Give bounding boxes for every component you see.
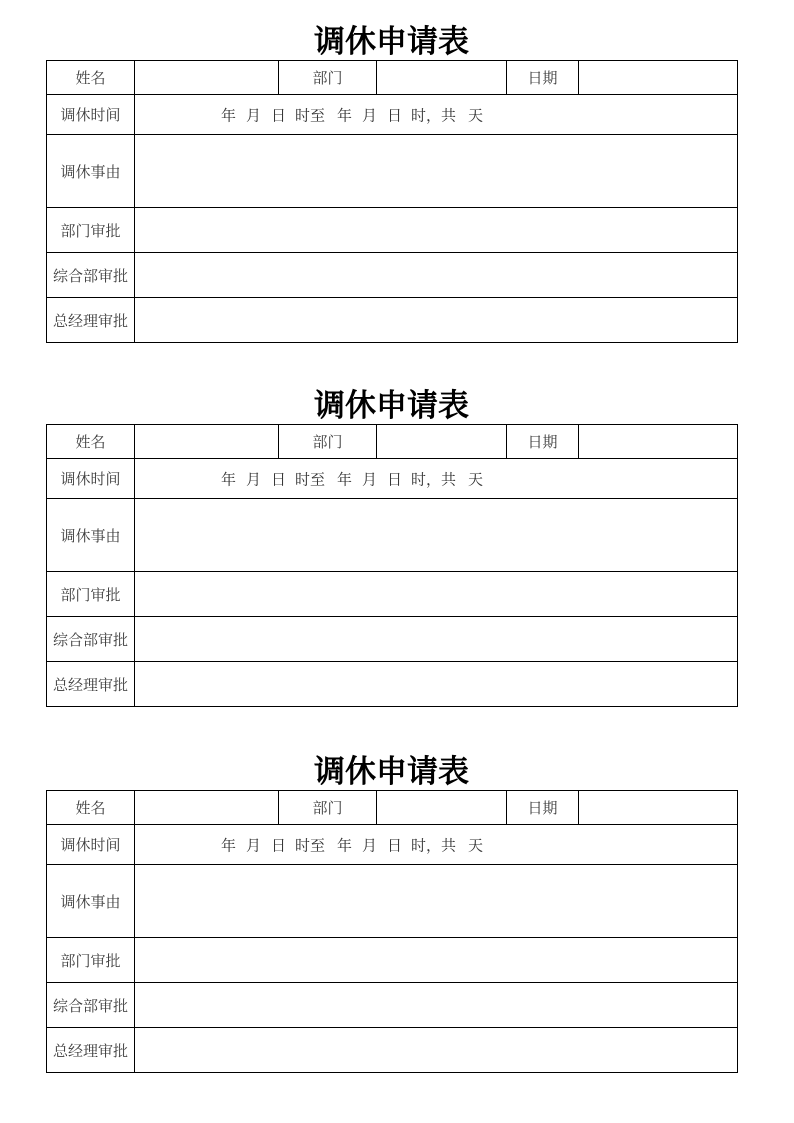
dept-approval-cell[interactable] bbox=[135, 572, 738, 617]
leave-time-cell[interactable] bbox=[135, 459, 738, 499]
time-part-days: 天 bbox=[468, 836, 484, 854]
leave-reason-label: 调休事由 bbox=[47, 135, 135, 208]
time-part-day-end: 日 bbox=[387, 470, 403, 488]
leave-reason-label: 调休事由 bbox=[47, 499, 135, 572]
time-part-year-start: 年 bbox=[221, 470, 237, 488]
time-part-hour-to: 时至 bbox=[295, 106, 326, 124]
leave-reason-cell[interactable] bbox=[135, 135, 738, 208]
dept-approval-cell[interactable] bbox=[135, 938, 738, 983]
name-label: 姓名 bbox=[47, 425, 135, 459]
dept-approval-label: 部门审批 bbox=[47, 938, 135, 983]
dept-label: 部门 bbox=[279, 425, 377, 459]
general-dept-approval-cell[interactable] bbox=[135, 983, 738, 1028]
dept-input-cell[interactable] bbox=[377, 425, 507, 459]
time-part-hour-to: 时至 bbox=[295, 836, 326, 854]
form-table bbox=[46, 60, 738, 343]
time-part-days: 天 bbox=[468, 106, 484, 124]
dept-input-cell[interactable] bbox=[377, 791, 507, 825]
general-dept-approval-label: 综合部审批 bbox=[47, 983, 135, 1028]
gm-approval-cell[interactable] bbox=[135, 298, 738, 343]
leave-reason-cell[interactable] bbox=[135, 499, 738, 572]
time-part-month-end: 月 bbox=[362, 836, 378, 854]
time-part-year-end: 年 bbox=[337, 836, 353, 854]
name-input-cell[interactable] bbox=[135, 61, 279, 95]
general-dept-approval-label: 综合部审批 bbox=[47, 253, 135, 298]
date-input-cell[interactable] bbox=[579, 61, 738, 95]
form-table bbox=[46, 424, 738, 707]
general-dept-approval-label: 综合部审批 bbox=[47, 617, 135, 662]
general-dept-approval-cell[interactable] bbox=[135, 617, 738, 662]
dept-label: 部门 bbox=[279, 791, 377, 825]
date-input-cell[interactable] bbox=[579, 425, 738, 459]
time-part-hour-total: 时，共 bbox=[411, 106, 457, 124]
time-part-hour-to: 时至 bbox=[295, 470, 326, 488]
general-dept-approval-cell[interactable] bbox=[135, 253, 738, 298]
date-label: 日期 bbox=[507, 791, 579, 825]
leave-form-1 bbox=[46, 24, 737, 343]
form-title: 调休申请表 bbox=[314, 388, 469, 424]
gm-approval-label: 总经理审批 bbox=[47, 1028, 135, 1073]
leave-time-label: 调休时间 bbox=[47, 459, 135, 499]
time-part-day-start: 日 bbox=[271, 836, 287, 854]
gm-approval-cell[interactable] bbox=[135, 662, 738, 707]
gm-approval-label: 总经理审批 bbox=[47, 298, 135, 343]
leave-time-cell[interactable] bbox=[135, 825, 738, 865]
dept-approval-cell[interactable] bbox=[135, 208, 738, 253]
leave-reason-cell[interactable] bbox=[135, 865, 738, 938]
leave-time-cell[interactable] bbox=[135, 95, 738, 135]
dept-label: 部门 bbox=[279, 61, 377, 95]
date-input-cell[interactable] bbox=[579, 791, 738, 825]
leave-reason-label: 调休事由 bbox=[47, 865, 135, 938]
form-title: 调休申请表 bbox=[314, 24, 469, 60]
form-title: 调休申请表 bbox=[314, 754, 469, 790]
leave-time-label: 调休时间 bbox=[47, 95, 135, 135]
date-label: 日期 bbox=[507, 425, 579, 459]
time-part-day-end: 日 bbox=[387, 106, 403, 124]
time-part-month-start: 月 bbox=[246, 836, 262, 854]
time-part-hour-total: 时，共 bbox=[411, 470, 457, 488]
dept-input-cell[interactable] bbox=[377, 61, 507, 95]
time-part-month-start: 月 bbox=[246, 470, 262, 488]
date-label: 日期 bbox=[507, 61, 579, 95]
gm-approval-label: 总经理审批 bbox=[47, 662, 135, 707]
time-part-year-start: 年 bbox=[221, 836, 237, 854]
leave-form-2 bbox=[46, 388, 737, 707]
gm-approval-cell[interactable] bbox=[135, 1028, 738, 1073]
dept-approval-label: 部门审批 bbox=[47, 572, 135, 617]
form-table bbox=[46, 790, 738, 1073]
dept-approval-label: 部门审批 bbox=[47, 208, 135, 253]
leave-time-label: 调休时间 bbox=[47, 825, 135, 865]
time-part-days: 天 bbox=[468, 470, 484, 488]
time-part-year-end: 年 bbox=[337, 470, 353, 488]
time-part-month-start: 月 bbox=[246, 106, 262, 124]
time-part-month-end: 月 bbox=[362, 470, 378, 488]
leave-form-3 bbox=[46, 754, 737, 1073]
time-part-day-end: 日 bbox=[387, 836, 403, 854]
name-input-cell[interactable] bbox=[135, 425, 279, 459]
time-part-hour-total: 时，共 bbox=[411, 836, 457, 854]
time-part-day-start: 日 bbox=[271, 470, 287, 488]
time-part-month-end: 月 bbox=[362, 106, 378, 124]
name-label: 姓名 bbox=[47, 61, 135, 95]
name-input-cell[interactable] bbox=[135, 791, 279, 825]
time-part-year-end: 年 bbox=[337, 106, 353, 124]
time-part-year-start: 年 bbox=[221, 106, 237, 124]
name-label: 姓名 bbox=[47, 791, 135, 825]
time-part-day-start: 日 bbox=[271, 106, 287, 124]
